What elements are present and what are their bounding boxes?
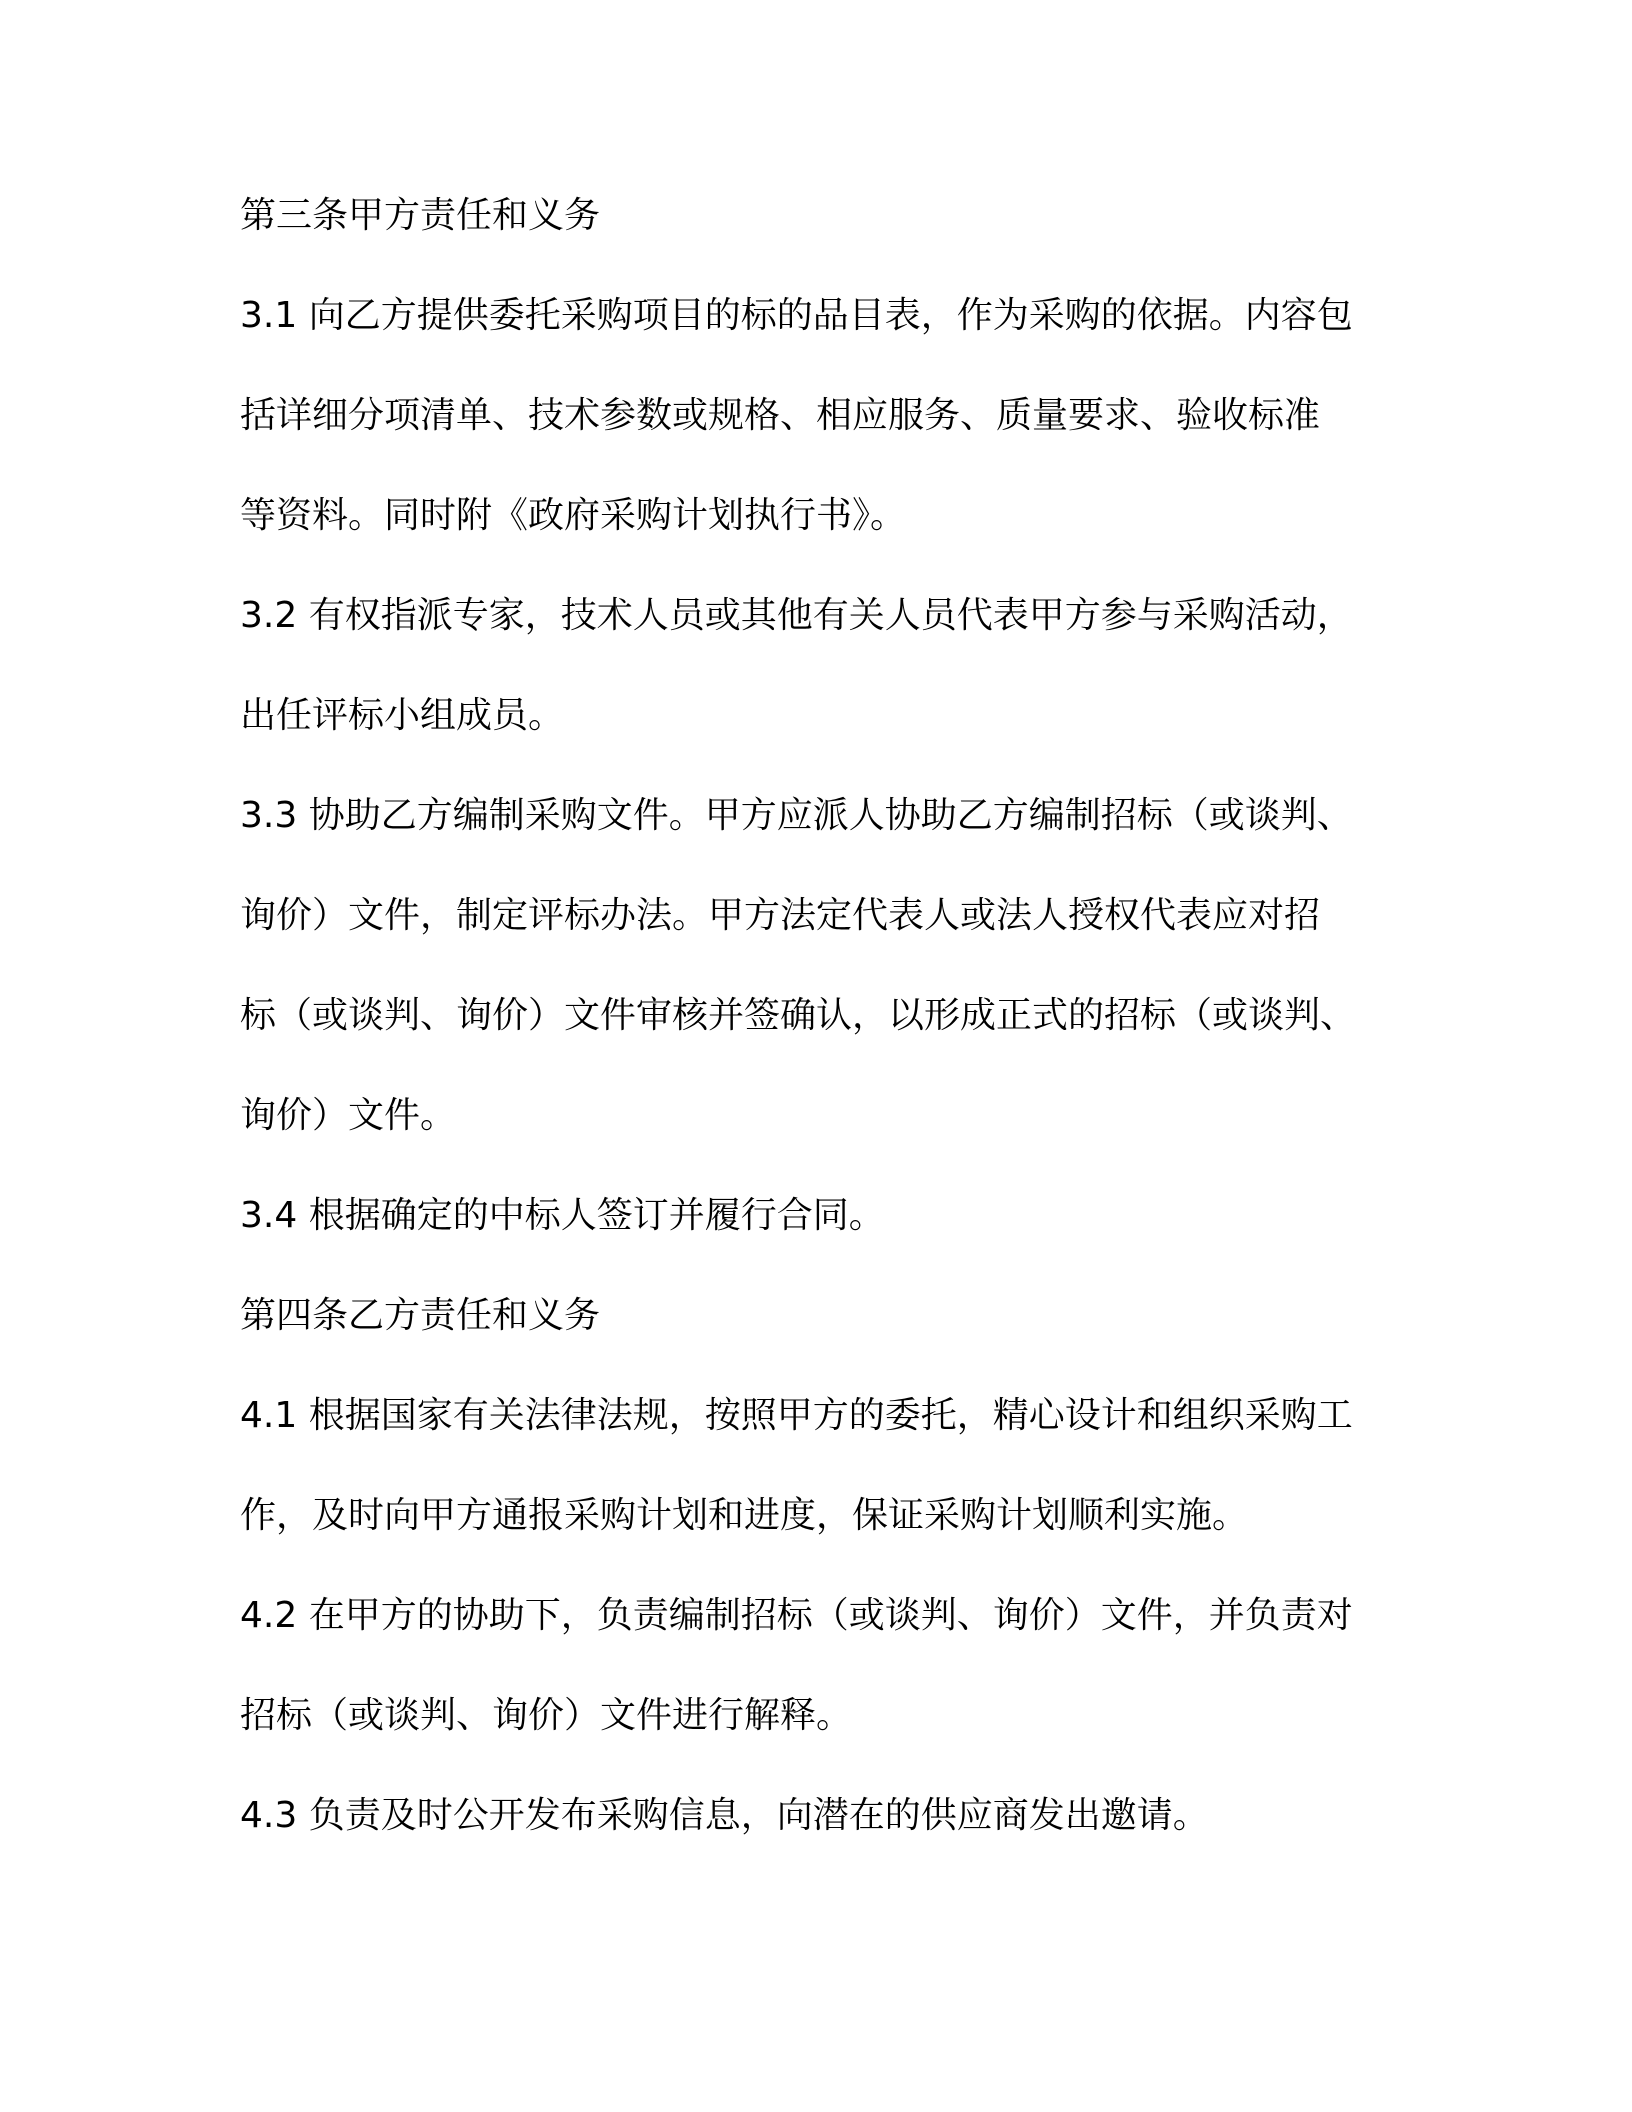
clause-3-1-line-3: 等资料。同时附《政府采购计划执行书》。 [240, 495, 907, 536]
clause-3-1-line-2: 括详细分项清单、技术参数或规格、相应服务、质量要求、验收标准 [240, 395, 1321, 436]
clause-3-3-line-4: 询价）文件。 [240, 1095, 457, 1136]
clause-3-4-line-1: 3.4 根据确定的中标人签订并履行合同。 [240, 1195, 885, 1236]
clause-3-2-line-2: 出任评标小组成员。 [240, 695, 565, 736]
clause-4-3-line-1: 4.3 负责及时公开发布采购信息，向潜在的供应商发出邀请。 [240, 1795, 1209, 1836]
clause-3-3-line-2: 询价）文件，制定评标办法。甲方法定代表人或法人授权代表应对招 [240, 895, 1321, 936]
section-heading-article-4: 第四条乙方责任和义务 [240, 1295, 601, 1336]
clause-3-3-line-1: 3.3 协助乙方编制采购文件。甲方应派人协助乙方编制招标（或谈判、 [240, 795, 1353, 836]
clause-4-2-line-1: 4.2 在甲方的协助下，负责编制招标（或谈判、询价）文件，并负责对 [240, 1595, 1353, 1636]
clause-4-1-line-1: 4.1 根据国家有关法律法规，按照甲方的委托，精心设计和组织采购工 [240, 1395, 1353, 1436]
section-heading-article-3: 第三条甲方责任和义务 [240, 195, 601, 236]
clause-4-1-line-2: 作，及时向甲方通报采购计划和进度，保证采购计划顺利实施。 [240, 1495, 1249, 1536]
clause-3-1-line-1: 3.1 向乙方提供委托采购项目的标的品目表，作为采购的依据。内容包 [240, 295, 1353, 336]
clause-4-2-line-2: 招标（或谈判、询价）文件进行解释。 [240, 1695, 853, 1736]
clause-3-2-line-1: 3.2 有权指派专家，技术人员或其他有关人员代表甲方参与采购活动， [240, 595, 1353, 636]
clause-3-3-line-3: 标（或谈判、询价）文件审核并签确认，以形成正式的招标（或谈判、 [240, 995, 1357, 1036]
